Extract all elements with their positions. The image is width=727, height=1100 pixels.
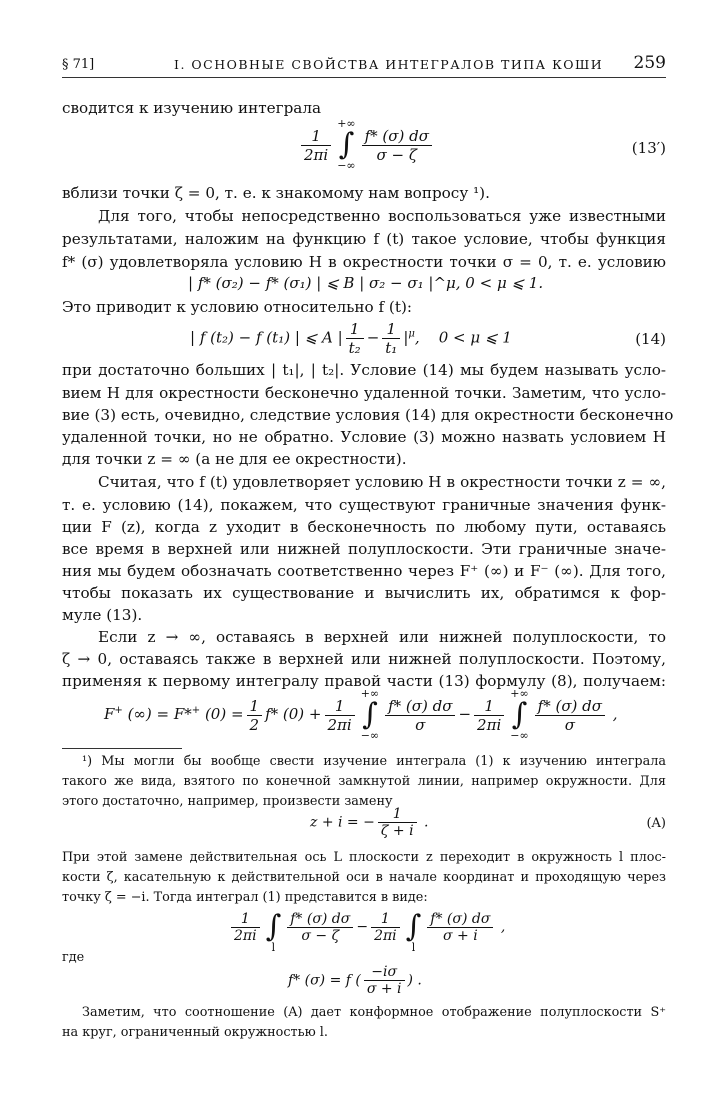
holder-condition: | f* (σ₂) − f* (σ₁) | ⩽ B | σ₂ − σ₁ |^μ, 0 < μ ⩽ 1. (188, 274, 544, 292)
page-number: 259 (633, 53, 666, 73)
chapter-title: I. ОСНОВНЫЕ СВОЙСТВА ИНТЕГРАЛОВ ТИПА КОШИ (174, 57, 604, 72)
text-line: все время в верхней или нижней полуплоскости. Эти граничные значе- (62, 540, 666, 558)
footnote-line: точку ζ = −i. Тогда интеграл (1) представится в виде: (62, 890, 428, 905)
footnote-line: на круг, ограниченный окружностью l. (62, 1025, 328, 1040)
footnote-line: этого достаточно, например, произвести замену (62, 794, 393, 809)
text-line: вблизи точки ζ = 0, т. е. к знакомому нам вопросу ¹). (62, 184, 490, 202)
footnote-line: Заметим, что соотношение (A) дает конформное отображение полуплоскости S⁺ (82, 1005, 666, 1020)
footnote-line: кости ζ, касательную к действительной оси в начале координат и проходящую через (62, 870, 666, 885)
text-line: для точки z = ∞ (а не для ее окрестности). (62, 450, 407, 468)
equation-13-prime: $\frac{1}{2\pi i}$ +∞ ∫ −∞ $\frac{f* (\sigma) d\sigma}{\sigma - \zeta}$ (298, 118, 435, 172)
section-ref: § 71] (62, 57, 95, 72)
equation-14: | f (t₂) − f (t₁) | ⩽ A | $\frac{1}{\text{t₂}}$ − $\frac{1}{\text{t₁}}$ $|^\mu$, 0 < μ ⩽ 1 (190, 320, 512, 357)
text-line: муле (13). (62, 606, 143, 624)
text-line: Для того, чтобы непосредственно воспользоваться уже известными (98, 207, 666, 225)
text-line: при достаточно больших | t₁|, | t₂|. Условие (14) мы будем называть усло- (62, 361, 666, 379)
text-line: ции F (z), когда z уходит в бесконечность по любому пути, оставаясь (62, 518, 666, 536)
text-line: Это приводит к условию относительно f (t): (62, 298, 412, 316)
text-line: чтобы показать их существование и вычислить их, обратимся к фор- (62, 584, 666, 602)
equation-number: (A) (646, 816, 666, 831)
footnote-rule (62, 748, 182, 749)
footnote-word: где (62, 950, 85, 965)
text-line: результатами, наложим на функцию f (t) такое условие, чтобы функция (62, 230, 666, 248)
footnote-line: При этой замене действительная ось L плоскости z переходит в окружность l плос- (62, 850, 666, 865)
text-line: f* (σ) удовлетворяла условию H в окрестности точки σ = 0, т. е. условию (62, 253, 666, 271)
contour-integral: $\frac{1}{2\pi i}$ ∫ l $\frac{f* (\sigma) d\sigma}{\sigma - \zeta}$ − $\frac{1}{2\pi i}$ ∫ l $\frac{f* (\sigma) d\sigma}{\sigma + i}$ , (228, 900, 505, 954)
equation-number: (13′) (631, 139, 666, 157)
text-line: Считая, что f (t) удовлетворяет условию H в окрестности точки z = ∞, (98, 473, 666, 491)
text-line: вием H для окрестности бесконечно удаленной точки. Заметим, что усло- (62, 384, 666, 402)
text-line: ния мы будем обозначать соответственно через F⁺ (∞) и F⁻ (∞). Для того, (62, 562, 666, 580)
text-line: вие (3) есть, очевидно, следствие условия (14) для окрестности бесконечно (62, 406, 674, 424)
f-star-definition: f* (σ) = f ( $\frac{-i\sigma}{\sigma + i}$ ) . (288, 964, 422, 997)
equation-number: (14) (635, 330, 666, 348)
text-line: т. е. условию (14), покажем, что существуют граничные значения функ- (62, 496, 666, 514)
substitution-A: z + i = − $\frac{1}{\zeta + i}$ . (310, 806, 429, 839)
text-line: применяя к первому интегралу правой части (13) формулу (8), получаем: (62, 672, 666, 690)
text-line: ζ → 0, оставаясь также в верхней или нижней полуплоскости. Поэтому, (62, 650, 666, 668)
text-line: сводится к изучению интеграла (62, 99, 322, 117)
text-line: Если z → ∞, оставаясь в верхней или нижней полуплоскости, то (98, 628, 666, 646)
boundary-value-formula: F+ (∞) = F*+ (0) = $\frac{1}{2}$ f* (0) + $\frac{1}{2\pi i}$ +∞ ∫ −∞ $\frac{f* (\sigma) d\sigma}{\sigma}$ − $\frac{1}{2\pi i}$ +∞ ∫ −∞ $\frac{f* (\sigma) d\sigma}{\sigma}$ , (104, 687, 618, 742)
running-header (62, 53, 666, 78)
text-line: удаленной точки, но не обратно. Условие (3) можно назвать условием H (62, 428, 666, 446)
footnote-line: ¹) Мы могли бы вообще свести изучение интеграла (1) к изучению интеграла (82, 754, 666, 769)
footnote-line: такого же вида, взятого по конечной замкнутой линии, например окружности. Для (62, 774, 666, 789)
